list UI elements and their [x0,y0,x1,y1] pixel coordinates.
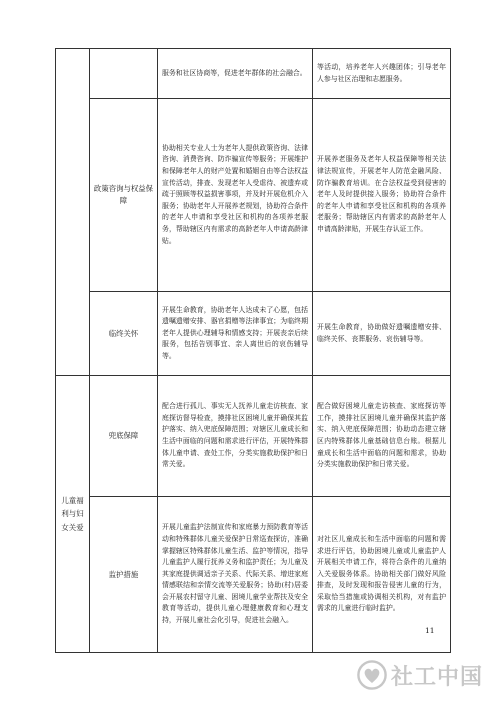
table-row [56,292,451,376]
table-row [56,49,451,99]
watermark-text: 社工中国 [391,664,484,690]
item-cell-basic-protection: 兜底保障 [90,376,158,497]
social-work-cell: 等活动，培养老年人兴趣团体；引导老年人参与社区治理和志愿服务。 [313,49,451,99]
item-cell-guardianship: 监护措施 [90,497,158,653]
social-work-cell: 配合做好困境儿童走访核查、家庭探访等工作，摸排社区困境儿童并确保其监护落实、纳入兜底保障范围；协助动态建立辖区内特殊群体儿童基础信息台账。根据儿童成长和生活中面临的问题和需求，协助分类实施救助保护和日常关爱。 [313,376,451,497]
social-work-cell: 开展养老服务及老年人权益保障等相关法律法规宣传，开展老年人防范金融风险、防诈骗教育培训。在合法权益受到侵害的老年人及时提供接入服务；协助符合条件的老年人申请和享受社区和机构的各项养老服务；帮助辖区内有需求的高龄老年人申请高龄津贴，开展生存认证工作。 [313,99,451,292]
community-cell: 配合进行孤儿、事实无人抚养儿童走访核查、家庭探访督导检查，摸排社区困境儿童并确保其监护落实、纳入兜底保障范围；对辖区儿童成长和生活中面临的问题和需求进行评估，开展特殊群体儿童申请、查处工作，分类实施救助保护和日常关爱。 [158,376,313,497]
table-row [56,497,451,653]
item-cell-hospice: 临终关怀 [90,292,158,376]
community-cell: 协助相关专业人士为老年人提供政策咨询、法律咨询、消费咨询、防诈骗宣传等服务；开展维护和保障老年人的财产处置和婚姻自由等合法权益宣传活动，排查、发现老年人受虐待、被遗弃或疏于照顾等权益损害事项，并及时开展危机介入服务；协助老年人开展养老规划，协助符合条件的老年人申请和享受社区和机构的各项养老服务，帮助辖区内有需求的高龄老年人申请高龄津贴。 [158,99,313,292]
social-work-cell: 开展生命教育，协助做好遗嘱遗赠安排、临终关怀、丧葬服务、哀伤辅导等。 [313,292,451,376]
category-cell-child-women: 儿童福利与妇女关爱 [56,376,90,653]
social-work-cell: 对社区儿童成长和生活中面临的问题和需求进行评估，协助困境儿童或儿童监护人开展相关申请工作，将符合条件的儿童纳入关爱服务体系。协助相关部门做好风险排查，及时发现和报告侵害儿童的行为，采取恰当措施或协调相关机构，对有监护需求的儿童进行临时监护。 [313,497,451,653]
community-cell: 开展儿童监护法制宣传和家庭暴力预防教育等活动和特殊群体儿童关爱保护日常巡查探访，准确掌握辖区特殊群体儿童生活、监护等情况，指导儿童监护人履行抚养义务和监护责任；为儿童及其家庭提供调适亲子关系、代际关系、增进家庭情感联结和亲情交流等关爱服务；协助(村)居委会开展农村留守儿童、困境儿童学业帮扶及安全教育等活动，提供儿童心理健康教育和心理支持，开展儿童社会化引导，促进社会融入。 [158,497,313,653]
community-cell: 服务和社区协商等，促进老年群体的社会融合。 [158,49,313,99]
item-cell-policy-rights: 政策咨询与权益保障 [90,99,158,292]
table-row [56,99,451,292]
category-cell-elderly-continued [56,49,90,376]
item-cell-empty [90,49,158,99]
services-table [55,48,451,653]
watermark [356,659,483,691]
community-cell: 开展生命教育，协助老年人达成未了心愿，包括遗嘱遗赠安排、器官捐赠等法律事宜；为临终期老年人提供心理辅导和情感支持；开展丧亲后续服务，包括告别事宜、亲人离世后的哀伤辅导等。 [158,292,313,376]
page-number: 11 [425,626,435,635]
heart-hands-logo-icon [356,659,388,691]
table-row [56,376,451,497]
